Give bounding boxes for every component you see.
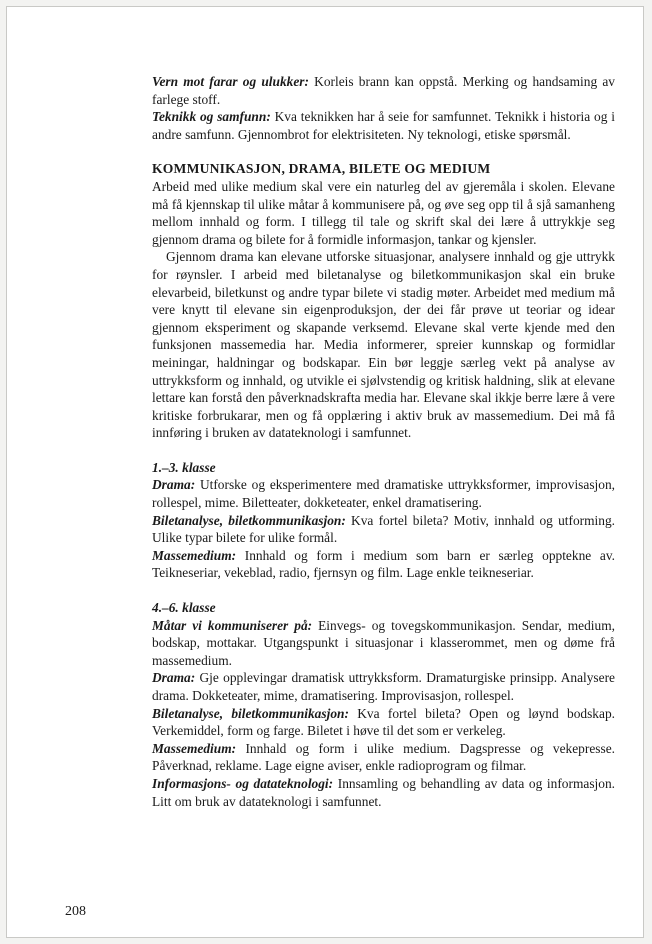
item-term: Massemedium: [152,547,237,563]
item-term: Biletanalyse, biletkommunikasjon: [152,512,346,528]
item-text: Utforske og eksperimentere med dramatiske uttrykksformer, improvisasjon, rollespel, mime. Biletteater, dokketeater, enkel dramatisering. [152,477,615,511]
item-term: Teknikk og samfunn: [152,109,271,125]
text-column [152,73,615,810]
item-term: Måtar vi kommuniserer på: [152,617,313,633]
grade-item [152,775,615,810]
item-text: Innhald og form i medium som barn er særleg opptekne av. Teikneseriar, vekeblad, radio, fjernsyn og film. Lage enkle teikneseriar. [152,547,615,581]
spacer [152,143,615,160]
item-text: Kva fortel bileta? Motiv, innhald og utforming. Ulike typar bilete for ulike formål. [152,512,616,546]
grade-item [152,547,615,582]
section-paragraph: Gjennom drama kan elevane utforske situasjonar, analysere innhald og gje uttrykk for røynsler. I arbeid med biletanalyse og biletkommunikasjon skal ein bruke elevarbeid, biletkunst og andre typar bilete vi stadig møter. Arbeidet med medium må vere knytt til elevane sin eigenproduksjon, der dei får prøve ut teoriar og idear gjennom eksperiment og skapande verksemd. Elevane skal verte kjende med den funksjonen massemedia har. Media informerer, spreier kunnskap og formidlar meiningar, haldningar og bodskapar. Ein bør leggje særleg vekt på analyse av uttrykksform og innhald, og utvikle ei sjølvstendig og kritisk haldning, slik at elevane lettare kan forstå den påverknadskrafta media har. Elevane skal ikkje berre lære å vere kritiske forbrukarar, men og få opplæring i aktiv bruk av massemedium. Dei må få innføring i bruken av datateknologi i samfunnet. [152,249,615,441]
intro-item [152,73,615,108]
intro-item [152,108,615,143]
item-term: Massemedium: [152,740,237,756]
item-text: Einvegs- og tovegskommunikasjon. Sendar, medium, bodskap, mottakar. Utgangspunkt i situasjonar i klasserommet, men og døme frå massemedium. [152,617,615,668]
item-text: Innhald og form i ulike medium. Dagspresse og vekepresse. Påverknad, reklame. Lage eigne aviser, enkle radioprogram og filmar. [152,740,615,774]
item-term: Drama: [152,477,196,493]
item-term: Informasjons- og datateknologi: [152,775,334,791]
grade-item [152,476,615,511]
grade-heading: 4.–6. klasse [152,600,216,616]
page-number: 208 [65,904,86,919]
item-text: Korleis brann kan oppstå. Merking og handsaming av farlege stoff. [152,74,615,107]
document-page [6,6,644,938]
section-paragraph: Arbeid med ulike medium skal vere ein naturleg del av gjeremåla i skolen. Elevane må få kjennskap til ulike måtar å kommunisere på, og øve seg opp til å sjå samanheng mellom innhald og form. I tillegg til tale og skrift skal dei lære å uttrykkje seg gjennom drama og bilete for å formidle informasjon, tankar og kjensler. [152,178,615,247]
grade-item [152,705,615,740]
spacer [152,582,615,599]
item-text: Gje opplevingar dramatisk uttrykksform. Dramaturgiske prinsipp. Analysere drama. Dokketeater, mime, dramatisering. Improvisasjon, rollespel. [152,670,615,703]
item-term: Biletanalyse, biletkommunikasjon: [152,705,349,721]
spacer [152,442,615,459]
item-text: Kva fortel bileta? Open og løynd bodskap. Verkemiddel, form og farge. Biletet i høve til det som er verkeleg. [152,705,615,739]
grade-item [152,669,615,704]
item-text: Innsamling og behandling av data og informasjon. Litt om bruk av datateknologi i samfunnet. [152,775,615,809]
grade-item [152,740,615,775]
item-text: Kva teknikken har å seie for samfunnet. Teknikk i historia og i andre samfunn. Gjennombrot for elektrisiteten. Ny teknologi, etiske spørsmål. [152,109,615,142]
section-heading: KOMMUNIKASJON, DRAMA, BILETE OG MEDIUM [152,161,491,177]
grade-heading: 1.–3. klasse [152,459,216,475]
grade-item [152,512,615,547]
grade-item [152,617,615,670]
item-term: Drama: [152,670,196,686]
item-term: Vern mot farar og ulukker: [152,74,309,89]
